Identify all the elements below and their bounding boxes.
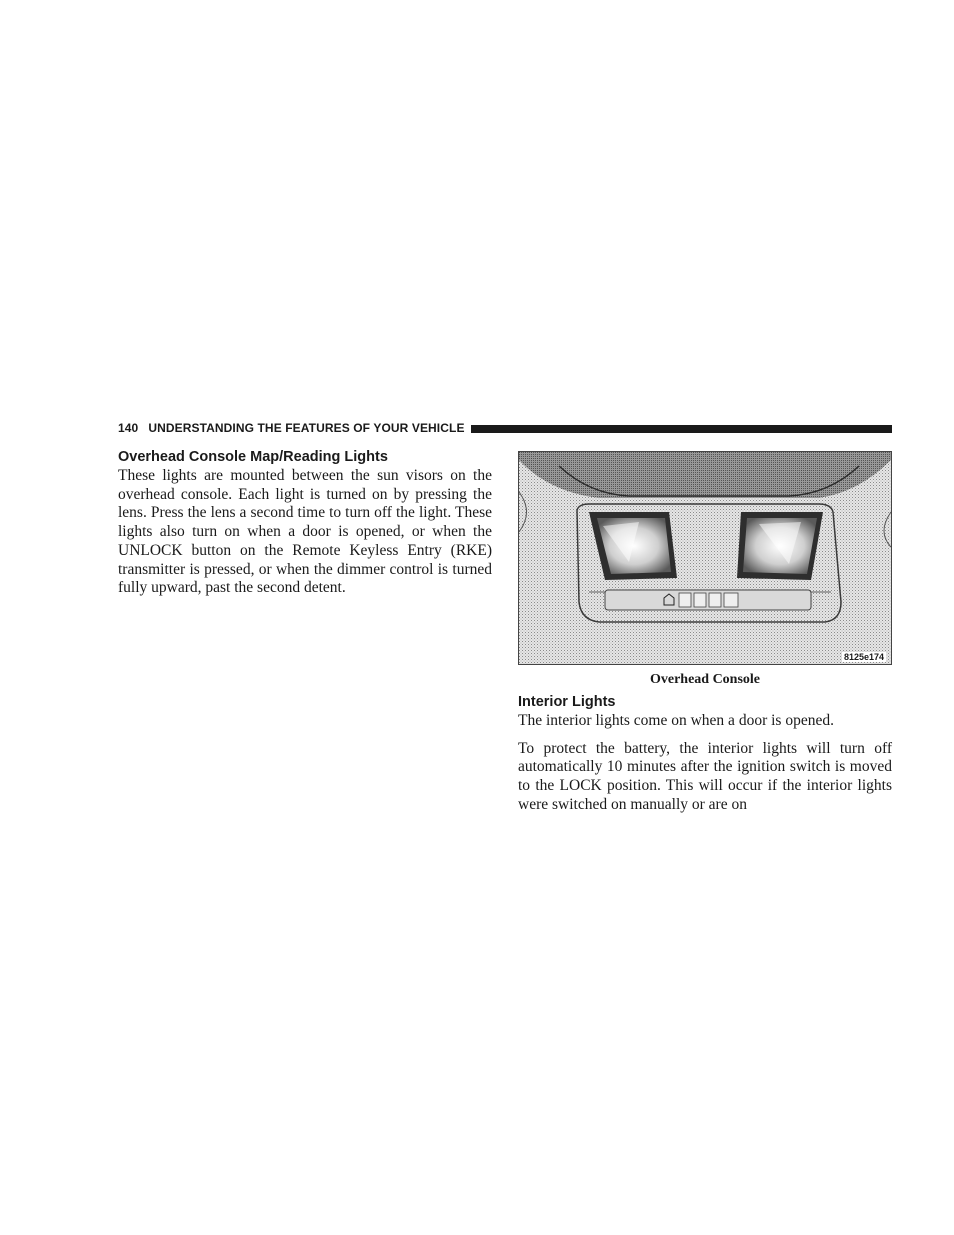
overhead-console-illustration (519, 452, 891, 664)
page-number: 140 (118, 421, 139, 435)
heading-interior-lights: Interior Lights (518, 694, 616, 710)
section-title: UNDERSTANDING THE FEATURES OF YOUR VEHICLE (148, 421, 465, 435)
left-column (118, 448, 492, 598)
header-rule (471, 425, 892, 433)
overhead-console-figure (518, 451, 892, 665)
figure-caption: Overhead Console (649, 672, 761, 687)
paragraph-interior-lights-2: To protect the battery, the interior lights will turn off automatically 10 minutes after the ignition switch is moved to the LOCK position. This will occur if the interior lights were switched on manually or are on (518, 739, 892, 813)
right-column (518, 448, 892, 815)
heading-overhead-console-lights: Overhead Console Map/Reading Lights (118, 449, 388, 465)
page-header (118, 420, 892, 436)
paragraph-overhead-console-lights: These lights are mounted between the sun visors on the overhead console. Each light is turned on by pressing the lens. Press the lens a second time to turn off the light. These lights also turn on when a door is opened, or when the UNLOCK button on the Remote Keyless Entry (RKE) transmitter is pressed, or when the dimmer control is turned fully upward, past the second detent. (118, 467, 492, 597)
figure-code: 8125e174 (843, 652, 884, 662)
paragraph-interior-lights-1: The interior lights come on when a door is opened. (518, 712, 834, 729)
